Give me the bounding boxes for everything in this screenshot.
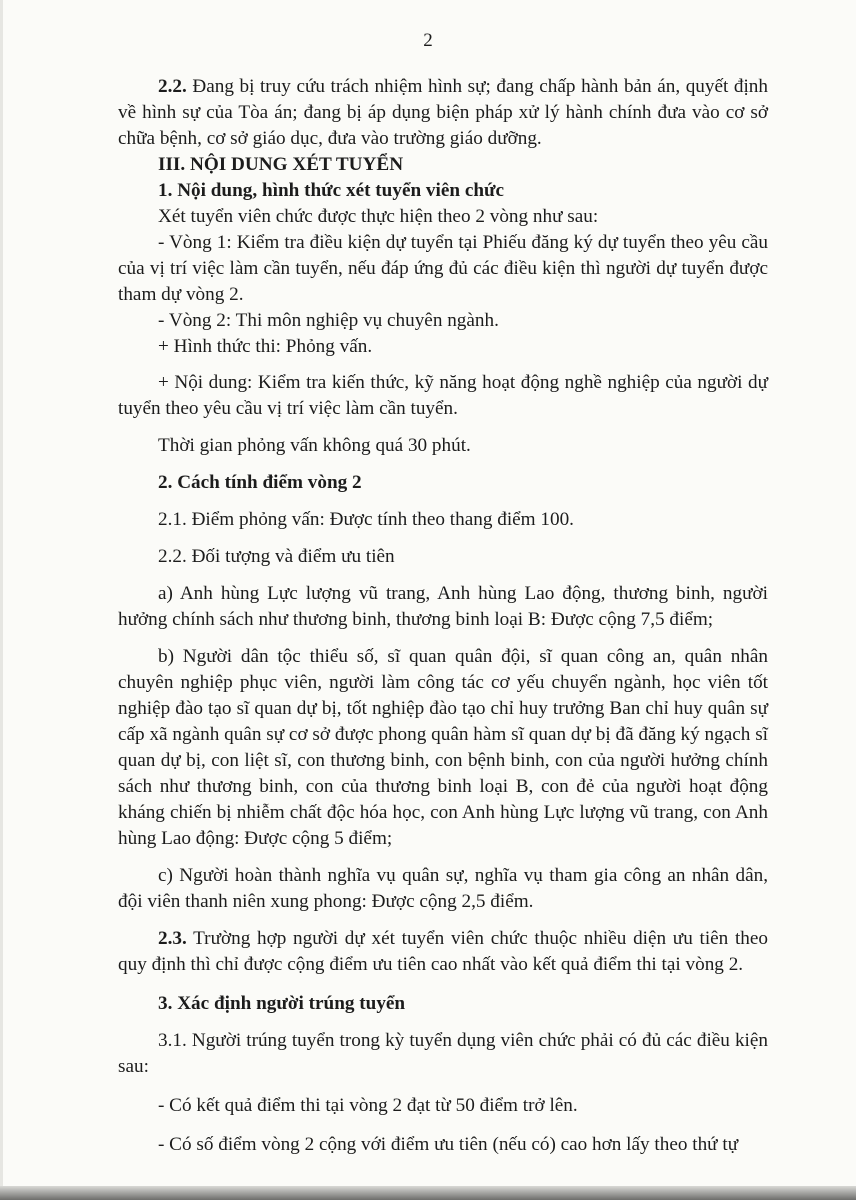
paragraph-priority-a: a) Anh hùng Lực lượng vũ trang, Anh hùng Lao động, thương binh, người hưởng chính sách như thương binh, thương binh loại B: Được cộng 7,5 điểm; xyxy=(118,583,768,630)
page-number: 2 xyxy=(423,30,433,51)
scan-left-edge xyxy=(0,0,3,1200)
paragraph-lead: 2.2. xyxy=(158,76,187,97)
paragraph-condition-score: - Có kết quả điểm thi tại vòng 2 đạt từ 50 điểm trở lên. xyxy=(158,1095,578,1116)
paragraph-priority-b: b) Người dân tộc thiểu số, sĩ quan quân đội, sĩ quan công an, quân nhân chuyên nghiệp phục viên, người làm công tác cơ yếu chuyển ngành, học viên tốt nghiệp đào tạo sĩ quan dự bị, tốt nghiệp đào tạo chỉ huy trưởng Ban chỉ huy quân sự cấp xã ngành quân sự cơ sở được phong quân hàm sĩ quan dự bị đã đăng ký ngạch sĩ quan dự bị, con liệt sĩ, con thương binh, con bệnh binh, con của người hưởng chính sách như thương binh, con của thương binh loại B, con đẻ của người hoạt động kháng chiến bị nhiễm chất độc hóa học, con Anh hùng Lực lượng vũ trang, con Anh hùng Lao động: Được cộng 5 điểm; xyxy=(118,646,768,849)
subheading-1: 1. Nội dung, hình thức xét tuyển viên chức xyxy=(158,180,505,201)
paragraph-2-2 xyxy=(118,74,768,152)
paragraph-text: Đang bị truy cứu trách nhiệm hình sự; đang chấp hành bản án, quyết định về hình sự của Tòa án; đang bị áp dụng biện pháp xử lý hành chính đưa vào cơ sở chữa bệnh, cơ sở giáo dục, đưa vào trường giáo dưỡng. xyxy=(118,76,768,149)
subheading-3: 3. Xác định người trúng tuyển xyxy=(158,993,406,1014)
paragraph-lead: 2.3. xyxy=(158,928,187,949)
paragraph: Xét tuyển viên chức được thực hiện theo 2 vòng như sau: xyxy=(158,206,599,227)
paragraph-2-1: 2.1. Điểm phỏng vấn: Được tính theo thang điểm 100. xyxy=(158,509,574,530)
paragraph-3-1: 3.1. Người trúng tuyển trong kỳ tuyển dụng viên chức phải có đủ các điều kiện sau: xyxy=(118,1030,768,1077)
paragraph-2-3 xyxy=(118,926,768,978)
section-heading-iii: III. NỘI DUNG XÉT TUYỂN xyxy=(158,154,404,175)
paragraph-round-1: - Vòng 1: Kiểm tra điều kiện dự tuyển tại Phiếu đăng ký dự tuyển theo yêu cầu của vị trí việc làm cần tuyển, nếu đáp ứng đủ các điều kiện thì người dự tuyển được tham dự vòng 2. xyxy=(118,232,768,305)
paragraph-condition-ranking: - Có số điểm vòng 2 cộng với điểm ưu tiên (nếu có) cao hơn lấy theo thứ tự xyxy=(158,1134,739,1155)
paragraph-round-2: - Vòng 2: Thi môn nghiệp vụ chuyên ngành. xyxy=(158,310,499,331)
paragraph-exam-content: + Nội dung: Kiểm tra kiến thức, kỹ năng hoạt động nghề nghiệp của người dự tuyển theo yêu cầu vị trí việc làm cần tuyển. xyxy=(118,372,768,419)
scan-bottom-edge xyxy=(0,1186,856,1200)
subheading-2: 2. Cách tính điểm vòng 2 xyxy=(158,472,362,493)
paragraph-interview-time: Thời gian phỏng vấn không quá 30 phút. xyxy=(158,435,471,456)
paragraph-2-2-priority: 2.2. Đối tượng và điểm ưu tiên xyxy=(158,546,395,567)
paragraph-text: Trường hợp người dự xét tuyển viên chức thuộc nhiều diện ưu tiên theo quy định thì chỉ được cộng điểm ưu tiên cao nhất vào kết quả điểm thi tại vòng 2. xyxy=(118,928,768,975)
paragraph-exam-form: + Hình thức thi: Phỏng vấn. xyxy=(158,336,373,357)
document-body xyxy=(118,74,768,1158)
paragraph-priority-c: c) Người hoàn thành nghĩa vụ quân sự, nghĩa vụ tham gia công an nhân dân, đội viên thanh niên xung phong: Được cộng 2,5 điểm. xyxy=(118,865,768,912)
